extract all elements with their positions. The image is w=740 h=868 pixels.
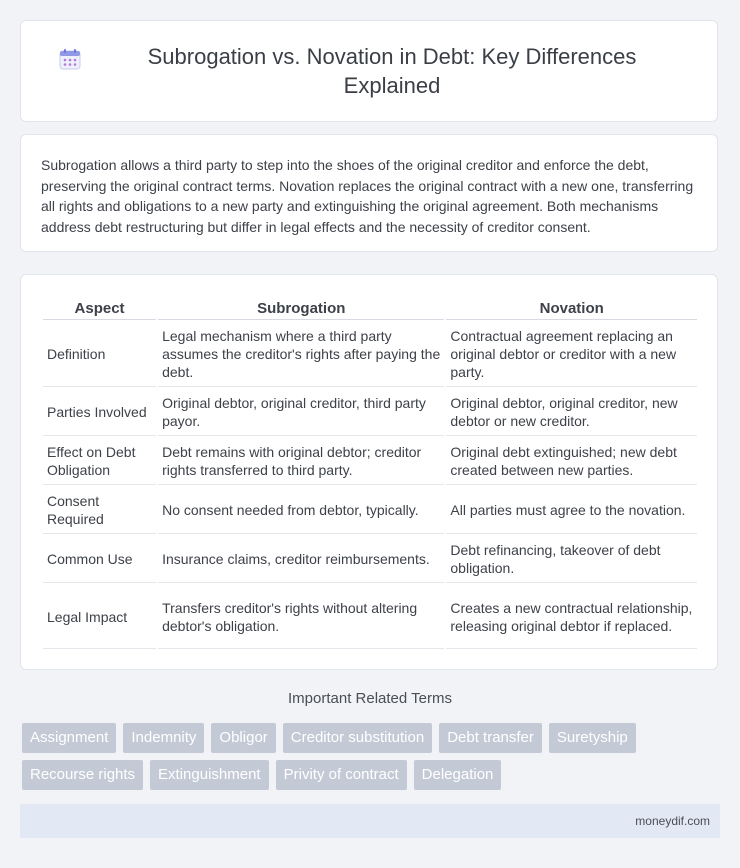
tag-extinguishment[interactable]: Extinguishment [150,760,269,790]
cell-aspect: Legal Impact [43,585,156,649]
tag-delegation[interactable]: Delegation [414,760,502,790]
intro-card [20,134,718,252]
cell-novation: All parties must agree to the novation. [446,487,697,534]
table-row [43,438,697,485]
intro-text: Subrogation allows a third party to step into the shoes of the original creditor and enforce the debt, preserving the original contract terms. Novation replaces the original contract with a new one, transferring all rights and obligations to a new party and extinguishing the original agreement. Both mechanisms address debt restructuring but differ in legal effects and the necessity of creditor consent. [41,157,694,235]
cell-subrogation: No consent needed from debtor, typically. [158,487,444,534]
cell-subrogation: Original debtor, original creditor, third party payor. [158,389,444,436]
cell-subrogation: Transfers creditor's rights without altering debtor's obligation. [158,585,444,649]
tag-obligor[interactable]: Obligor [211,723,275,753]
related-terms-tags [22,723,722,790]
header-aspect: Aspect [43,297,156,320]
table-row [43,389,697,436]
tag-suretyship[interactable]: Suretyship [549,723,636,753]
cell-aspect: Consent Required [43,487,156,534]
cell-novation: Original debt extinguished; new debt created between new parties. [446,438,697,485]
footer [20,804,720,838]
cell-aspect: Common Use [43,536,156,583]
calendar-icon [59,48,81,70]
tag-debt-transfer[interactable]: Debt transfer [439,723,542,753]
header-novation: Novation [446,297,697,320]
cell-subrogation: Debt remains with original debtor; creditor rights transferred to third party. [158,438,444,485]
cell-aspect: Parties Involved [43,389,156,436]
related-terms-title: Important Related Terms [288,690,452,707]
cell-subrogation: Legal mechanism where a third party assumes the creditor's rights after paying the debt. [158,322,444,387]
comparison-table [41,295,699,651]
header-card [20,20,718,122]
page-title: Subrogation vs. Novation in Debt: Key Differences Explained [147,44,637,98]
tag-privity-of-contract[interactable]: Privity of contract [276,760,407,790]
table-row [43,487,697,534]
title-wrap [59,42,679,100]
header-subrogation: Subrogation [158,297,444,320]
table-header-row [43,297,697,320]
cell-novation: Contractual agreement replacing an original debtor or creditor with a new party. [446,322,697,387]
cell-aspect: Effect on Debt Obligation [43,438,156,485]
cell-novation: Original debtor, original creditor, new debtor or new creditor. [446,389,697,436]
cell-subrogation: Insurance claims, creditor reimbursements. [158,536,444,583]
table-row [43,322,697,387]
cell-novation: Debt refinancing, takeover of debt obligation. [446,536,697,583]
table-row [43,536,697,583]
cell-novation: Creates a new contractual relationship, releasing original debtor if replaced. [446,585,697,649]
tag-indemnity[interactable]: Indemnity [123,723,204,753]
cell-aspect: Definition [43,322,156,387]
comparison-table-card [20,274,718,670]
table-row [43,585,697,649]
footer-site[interactable]: moneydif.com [635,814,710,828]
tag-recourse-rights[interactable]: Recourse rights [22,760,143,790]
tag-creditor-substitution[interactable]: Creditor substitution [283,723,432,753]
tag-assignment[interactable]: Assignment [22,723,116,753]
